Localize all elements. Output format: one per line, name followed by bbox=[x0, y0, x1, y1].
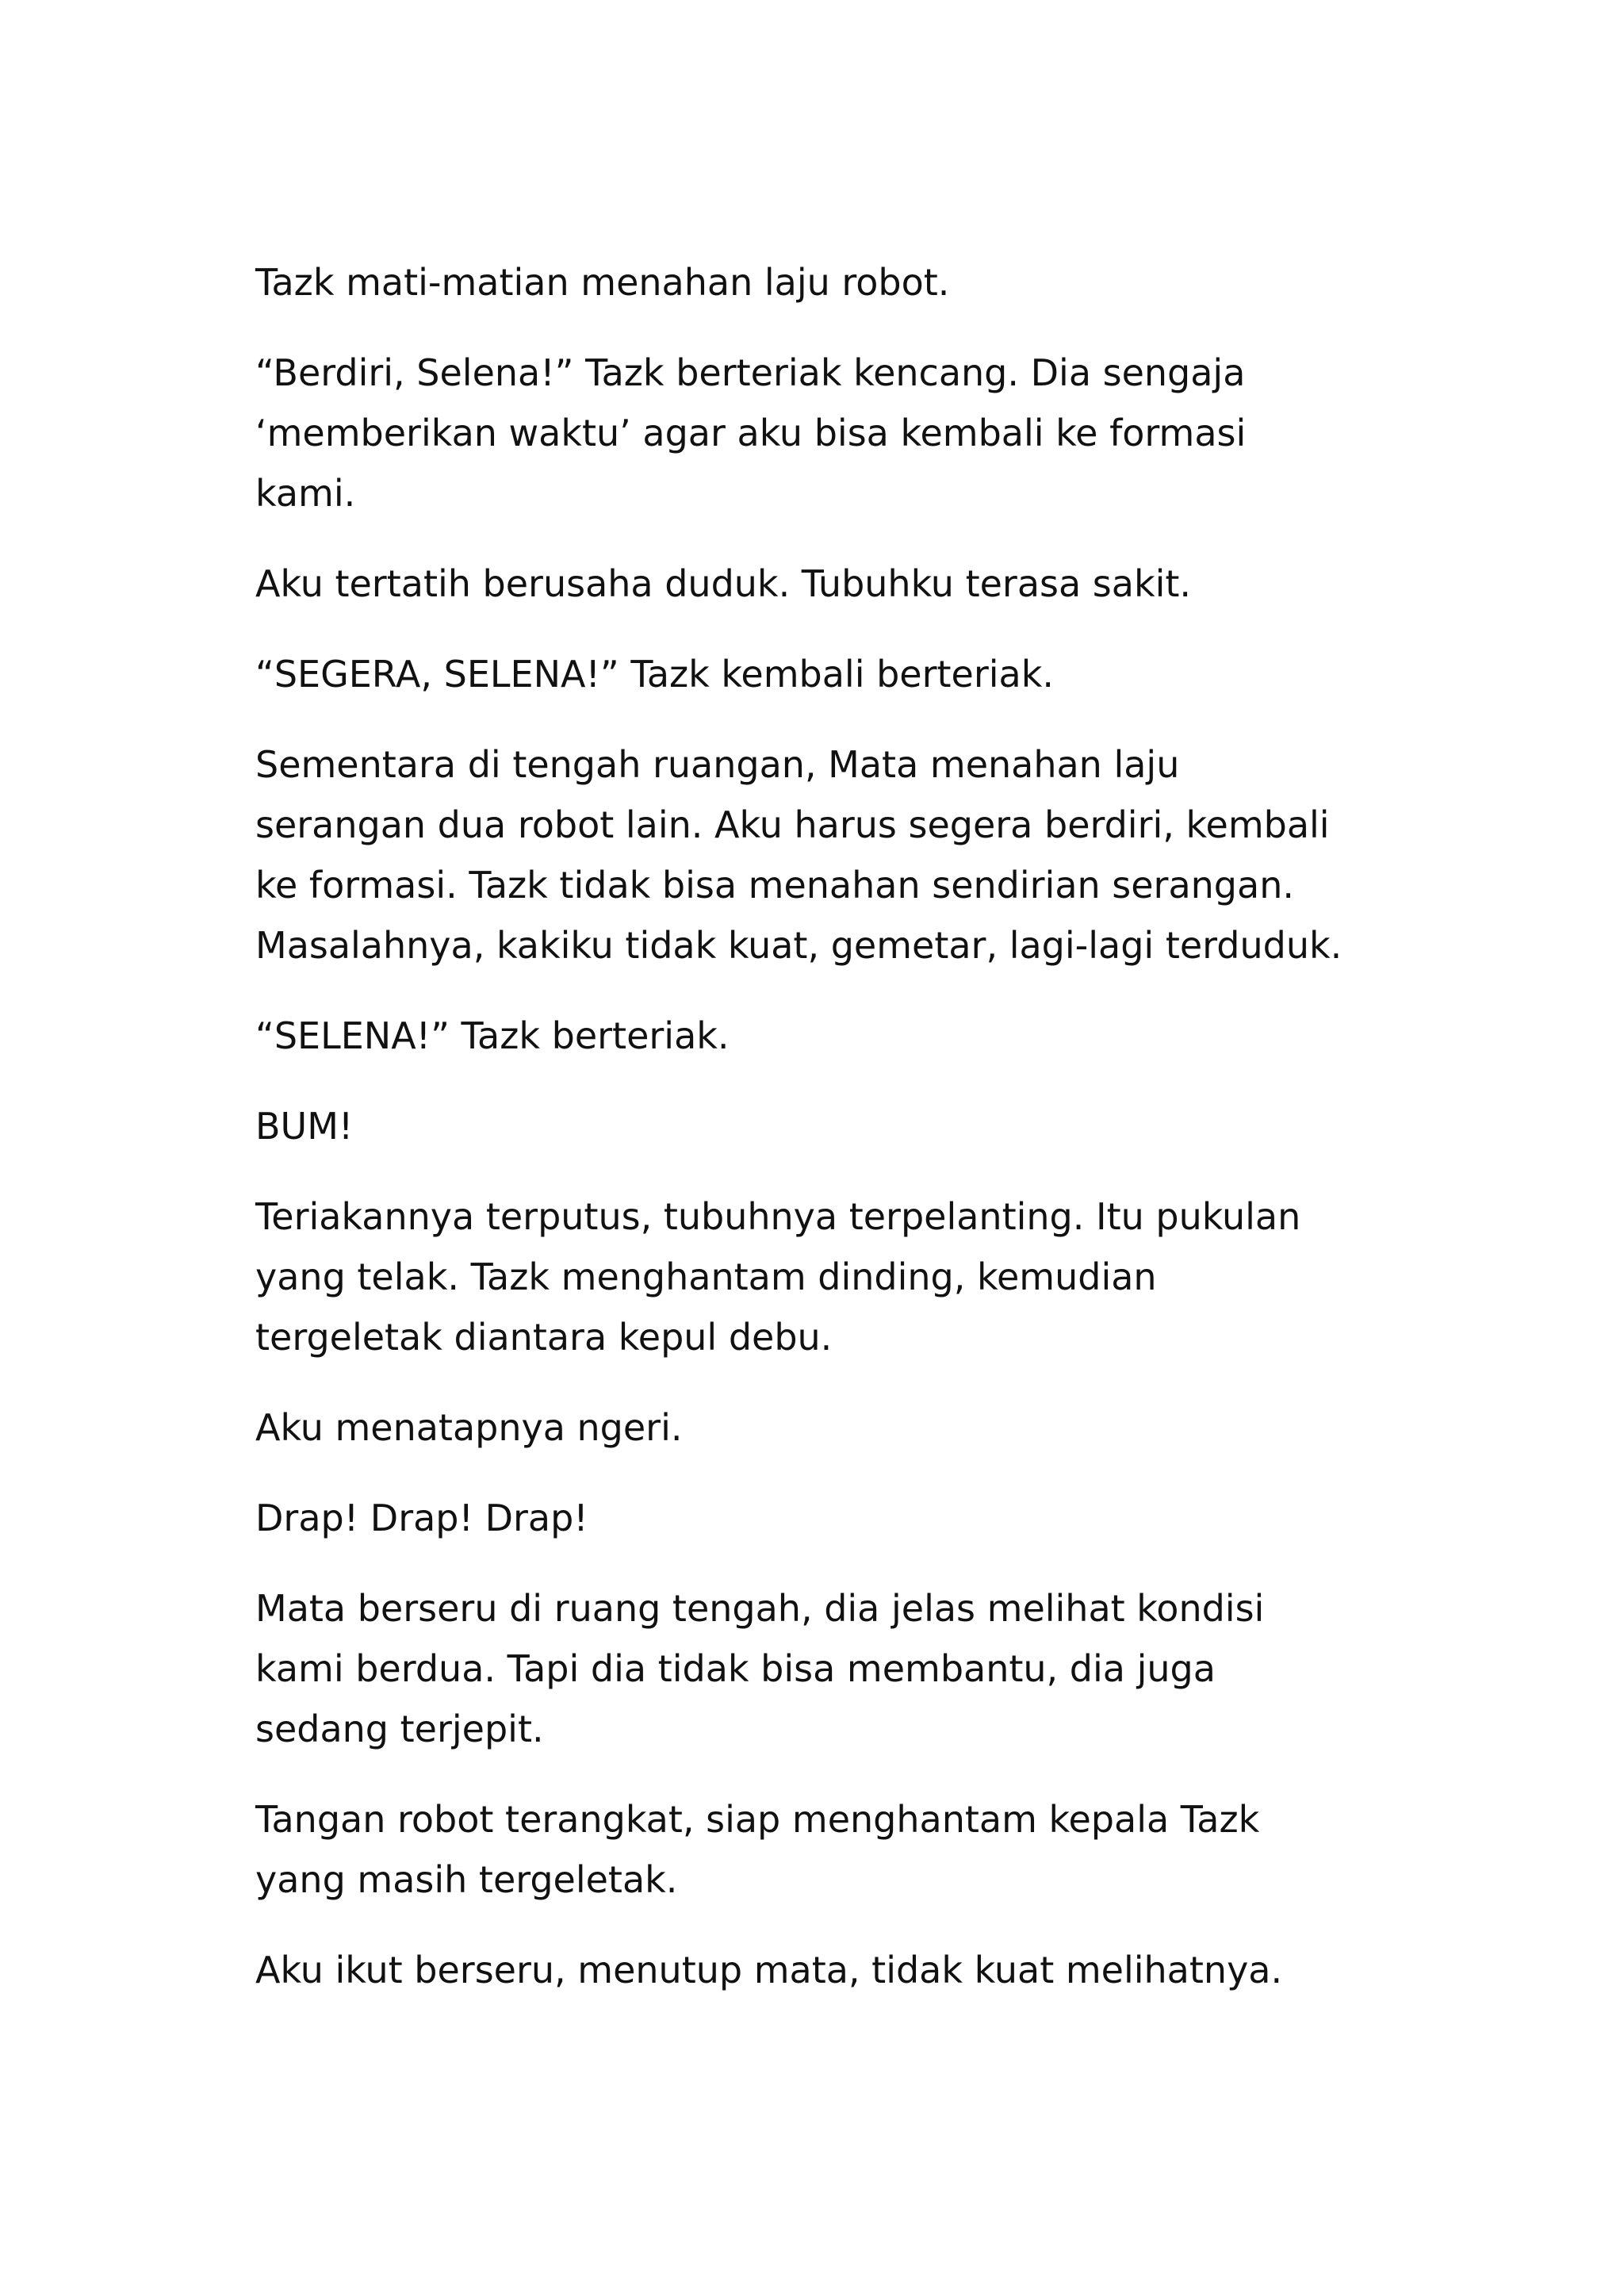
paragraph: “SEGERA, SELENA!” Tazk kembali berteriak. bbox=[255, 653, 1054, 696]
paragraph: Teriakannya terputus, tubuhnya terpelanting. Itu pukulan yang telak. Tazk menghantam dinding, kemudian tergeletak diantara kepul debu. bbox=[255, 1195, 1301, 1359]
story-text bbox=[255, 252, 1429, 2030]
paragraph: Tazk mati-matian menahan laju robot. bbox=[255, 261, 950, 304]
paragraph: Sementara di tengah ruangan, Mata menahan laju serangan dua robot lain. Aku harus segera berdiri, kembali ke formasi. Tazk tidak bisa menahan sendirian serangan. Masalahnya, kakiku tidak kuat, gemetar, lagi-lagi terduduk. bbox=[255, 743, 1342, 967]
paragraph: “SELENA!” Tazk berteriak. bbox=[255, 1014, 730, 1057]
paragraph: Tangan robot terangkat, siap menghantam kepala Tazk yang masih tergeletak. bbox=[255, 1798, 1260, 1901]
paragraph: Drap! Drap! Drap! bbox=[255, 1497, 588, 1539]
paragraph: Aku ikut berseru, menutup mata, tidak kuat melihatnya. bbox=[255, 1949, 1283, 1991]
paragraph: Aku tertatih berusaha duduk. Tubuhku terasa sakit. bbox=[255, 562, 1192, 605]
paragraph: BUM! bbox=[255, 1105, 354, 1148]
paragraph: Mata berseru di ruang tengah, dia jelas melihat kondisi kami berdua. Tapi dia tidak bisa membantu, dia juga sedang terjepit. bbox=[255, 1587, 1265, 1750]
paragraph: “Berdiri, Selena!” Tazk berteriak kencang. Dia sengaja ‘memberikan waktu’ agar aku bisa kembali ke formasi kami. bbox=[255, 351, 1247, 515]
paragraph: Aku menatapnya ngeri. bbox=[255, 1406, 683, 1449]
